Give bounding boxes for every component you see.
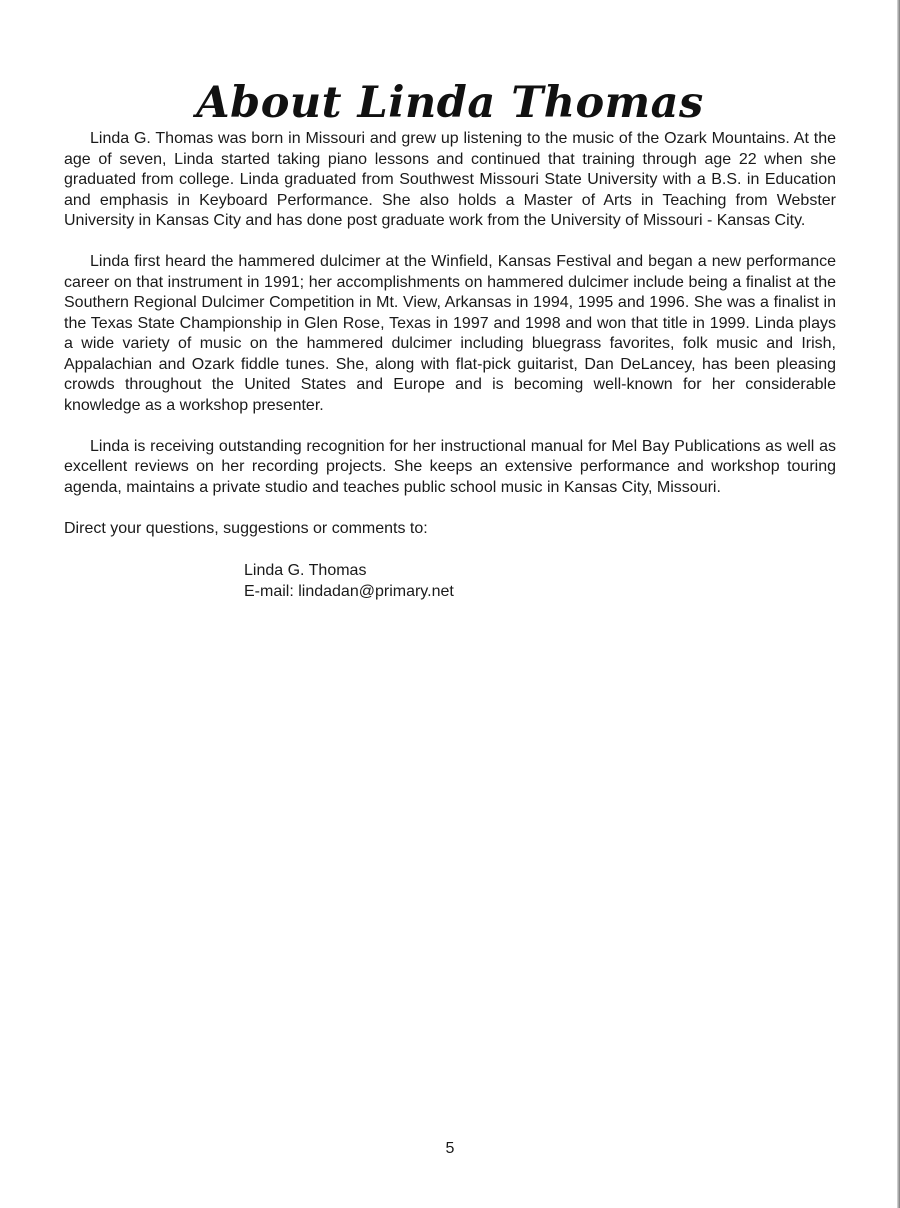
body-text [64,129,836,602]
page-number: 5 [445,1140,455,1157]
contact-name: Linda G. Thomas [244,561,367,579]
contact-block [244,560,836,602]
contact-email: E-mail: lindadan@primary.net [244,582,454,600]
contact-intro: Direct your questions, suggestions or comments to: [64,519,428,537]
paragraph-biography: Linda G. Thomas was born in Missouri and grew up listening to the music of the Ozark Mountains. At the age of seven, Linda started taking piano lessons and continued that training through age 22 when she graduated from college. Linda graduated from Southwest Missouri State University with a B.S. in Education and emphasis in Keyboard Performance. She also holds a Master of Arts in Teaching from Webster University in Kansas City and has done post graduate work from the University of Missouri - Kansas City. [64,130,836,229]
paragraph-dulcimer-career: Linda first heard the hammered dulcimer at the Winfield, Kansas Festival and began a new performance career on that instrument in 1991; her accomplishments on hammered dulcimer include being a finalist at the Southern Regional Dulcimer Competition in Mt. View, Arkansas in 1994, 1995 and 1996. She was a finalist in the Texas State Championship in Glen Rose, Texas in 1997 and 1998 and won that title in 1999. Linda plays a wide variety of music on the hammered dulcimer including bluegrass favorites, folk music and Irish, Appalachian and Ozark fiddle tunes. She, along with flat-pick guitarist, Dan DeLancey, has been pleasing crowds throughout the United States and Europe and is becoming well-known for her considerable knowledge as a workshop presenter. [64,253,836,414]
page-title: About Linda Thomas [196,77,704,128]
paragraph-recognition: Linda is receiving outstanding recognition for her instructional manual for Mel Bay Publications as well as excellent reviews on her recording projects. She keeps an extensive performance and workshop touring agenda, maintains a private studio and teaches public school music in Kansas City, Missouri. [64,437,836,496]
